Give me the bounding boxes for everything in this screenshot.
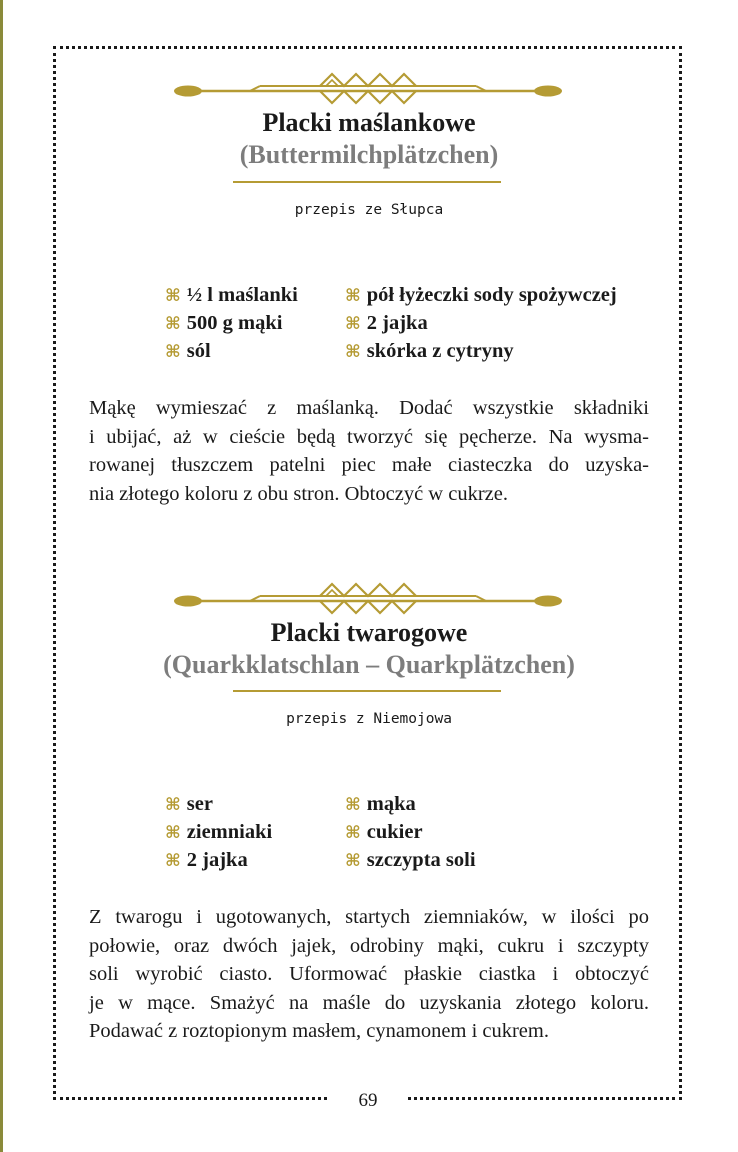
page-number: 69	[330, 1088, 406, 1114]
ingredient-label: skórka z cytryny	[366, 340, 514, 362]
ingredient-label: 2 jajka	[366, 312, 428, 334]
instruction-line: rowanej tłuszczem patelni piec małe ciasteczka do uzyska-	[89, 454, 649, 477]
ingredient-item	[165, 309, 298, 337]
recipe-2-ingredients-left	[165, 790, 272, 874]
instruction-line: Mąkę wymieszać z maślanką. Dodać wszystkie składniki	[89, 397, 649, 419]
recipe-1-source: przepis ze Słupca	[294, 202, 444, 218]
ingredient-label: ser	[186, 793, 213, 815]
bullet-icon: ⌘	[345, 286, 361, 306]
instruction-line: soli wyrobić ciasto. Uformować płaskie ciastka i obtoczyć	[89, 963, 649, 986]
ingredient-label: ½ l maślanki	[186, 284, 298, 306]
ingredient-item	[165, 790, 272, 818]
ingredient-item	[165, 337, 298, 365]
ingredient-label: ziemniaki	[186, 821, 273, 843]
ingredient-item	[165, 281, 298, 309]
recipe-1-gold-underline	[233, 181, 501, 183]
bullet-icon: ⌘	[165, 286, 181, 306]
ingredient-label: 500 g mąki	[186, 312, 283, 334]
bullet-icon: ⌘	[165, 314, 181, 334]
ingredient-label: mąka	[366, 793, 416, 815]
recipe-2-gold-underline	[233, 690, 501, 692]
bullet-icon: ⌘	[345, 823, 361, 843]
recipe-1-title: Placki maślankowe	[262, 108, 476, 137]
bullet-icon: ⌘	[345, 851, 361, 871]
instruction-line: i ubijać, aż w cieście będą tworzyć się pęcherze. Na wysma-	[89, 425, 649, 448]
recipe-1-ingredients-right	[345, 281, 617, 365]
recipe-2-subtitle: (Quarkklatschlan – Quarkplätzchen)	[163, 650, 575, 679]
bullet-icon: ⌘	[345, 342, 361, 362]
bullet-icon: ⌘	[165, 795, 181, 815]
ingredient-item	[165, 846, 272, 874]
ingredient-item	[345, 281, 617, 309]
ingredient-label: sól	[186, 340, 211, 362]
ingredient-label: pół łyżeczki sody spożywczej	[366, 284, 617, 306]
recipe-1-ornament-divider	[170, 70, 566, 110]
recipe-2-source: przepis z Niemojowa	[286, 711, 452, 727]
recipe-1-instructions	[89, 394, 649, 508]
ingredient-item	[165, 818, 272, 846]
page-edge-rule	[0, 0, 3, 1152]
bullet-icon: ⌘	[345, 795, 361, 815]
recipe-1-ingredients-left	[165, 281, 298, 365]
ingredient-item	[345, 790, 476, 818]
ingredient-item	[345, 337, 617, 365]
instruction-line: Podawać z roztopionym masłem, cynamonem i cukrem.	[89, 1020, 549, 1043]
ingredient-item	[345, 818, 476, 846]
bullet-icon: ⌘	[165, 342, 181, 362]
ingredient-label: szczypta soli	[366, 849, 476, 871]
recipe-1-subtitle: (Buttermilchplätzchen)	[239, 140, 499, 169]
ingredient-item	[345, 846, 476, 874]
recipe-2-ornament-divider	[170, 580, 566, 620]
bullet-icon: ⌘	[165, 823, 181, 843]
instruction-line: je w mące. Smażyć na maśle do uzyskania złotego koloru.	[89, 991, 649, 1014]
bullet-icon: ⌘	[345, 314, 361, 334]
instruction-line: połowie, oraz dwóch jajek, odrobiny mąki, cukru i szczypty	[89, 934, 649, 957]
ingredient-label: 2 jajka	[186, 849, 248, 871]
instruction-line: Z twarogu i ugotowanych, startych ziemniaków, w ilości po	[89, 906, 649, 928]
ingredient-label: cukier	[366, 821, 423, 843]
ingredient-item	[345, 309, 617, 337]
recipe-2-ingredients-right	[345, 790, 476, 874]
recipe-2-instructions	[89, 903, 649, 1046]
instruction-line: nia złotego koloru z obu stron. Obtoczyć w cukrze.	[89, 482, 508, 505]
recipe-2-title: Placki twarogowe	[270, 618, 468, 647]
bullet-icon: ⌘	[165, 851, 181, 871]
